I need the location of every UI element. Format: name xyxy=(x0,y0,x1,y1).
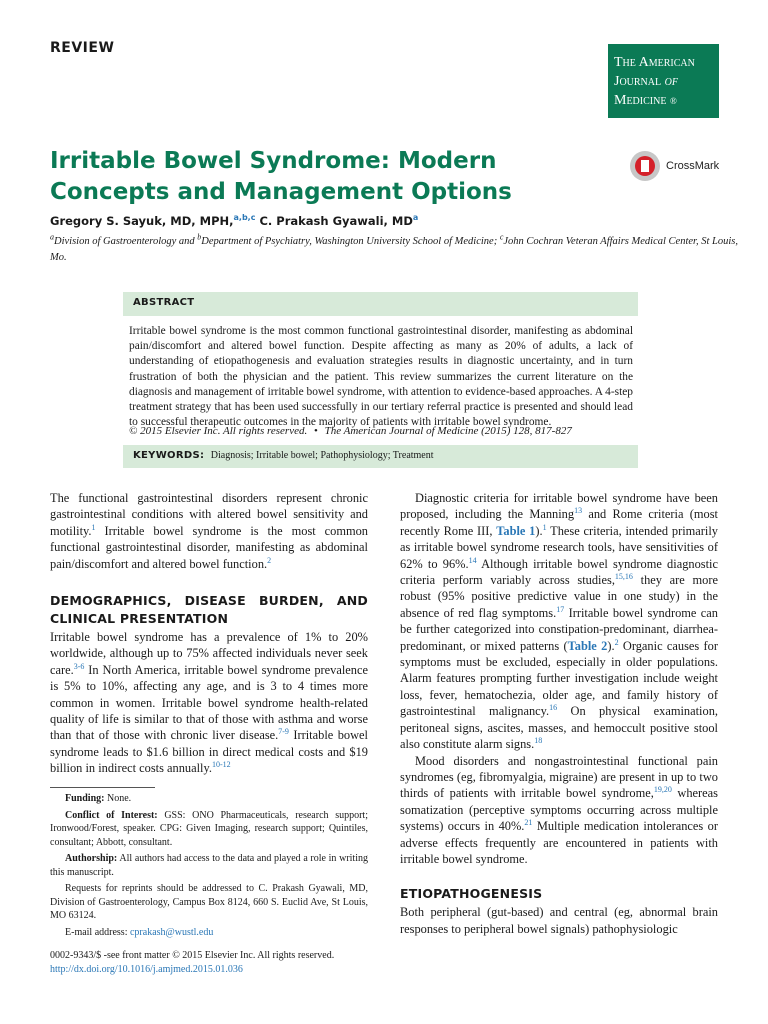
doi-link[interactable]: http://dx.doi.org/10.1016/j.amjmed.2015.01.036 xyxy=(50,964,243,975)
table-1-link[interactable]: Table 1 xyxy=(496,523,536,538)
citation-link[interactable]: 19,20 xyxy=(653,785,672,795)
text-run: Irritable bowel syndrome has a prevalence of 1% to 20% worldwide, although up to 75% affected individuals never seek care. xyxy=(50,630,368,677)
citation-link[interactable]: 13 xyxy=(574,506,583,516)
citation-link[interactable]: 14 xyxy=(468,555,477,565)
text-run: Diagnostic criteria for irritable bowel syndrome have been proposed, including the Manning xyxy=(400,491,718,522)
journal-logo-line2 xyxy=(614,72,713,91)
journal-citation: The American Journal of Medicine (2015) 128, 817-827 xyxy=(324,425,572,437)
affil-marker: c xyxy=(499,232,504,242)
text-run: Irritable bowel syndrome leads to $1.6 billion in direct medical costs and $19 billion in indirect costs annually. xyxy=(50,728,368,776)
article-footer xyxy=(50,949,334,977)
registered-mark: ® xyxy=(669,96,677,106)
text-run: whereas somatization (perceptive symptoms occurring across multiple systems) occurs in 40%. xyxy=(400,786,718,834)
text-run: and Rome criteria (most recently Rome III, xyxy=(400,507,718,538)
citation-link[interactable]: 1 xyxy=(542,522,547,532)
text-run: Multiple medication intolerances or adverse effects frequently are encountered in patients with irritable bowel syndrome. xyxy=(400,819,718,866)
citation-link[interactable]: 17 xyxy=(556,604,565,614)
text-run: Irritable bowel syndrome is the most common functional gastrointestinal disorder, manifesting as abdominal pain/discomfort and altered bowel function. xyxy=(50,523,368,571)
affil-text: Division of Gastroenterology and xyxy=(54,236,198,247)
note-label: E-mail address: xyxy=(65,926,130,938)
author-name: C. Prakash Gyawali, MD xyxy=(259,214,413,228)
authors xyxy=(50,214,418,228)
journal-logo-word: Medicine xyxy=(614,93,667,108)
author-affil-ref[interactable]: a,b,c xyxy=(233,213,256,223)
citation-link[interactable]: 2 xyxy=(614,637,619,647)
intro-paragraph xyxy=(50,490,368,572)
mood-paragraph xyxy=(400,753,718,868)
journal-logo-line1: The American xyxy=(614,55,695,70)
citation-link[interactable]: 16 xyxy=(549,703,558,713)
keywords-bar xyxy=(123,445,638,468)
section-label: REVIEW xyxy=(50,40,115,56)
text-run: The functional gastrointestinal disorders represent chronic gastrointestinal conditions with altered bowel sensitivity and motility. xyxy=(50,491,368,538)
text-run: Mood disorders and nongastrointestinal functional pain syndromes (eg, fibromyalgia, migraine) are present in up to two thirds of patients with irritable bowel syndrome, xyxy=(400,753,718,801)
demographics-paragraph xyxy=(50,629,368,777)
left-column xyxy=(50,490,368,777)
text-run: On physical examination, peritoneal signs, ascites, masses, and hemoccult positive stool also constitute alarm signs. xyxy=(400,704,718,752)
keywords-label: KEYWORDS: xyxy=(133,450,205,461)
citation-link[interactable]: 7-9 xyxy=(278,727,289,737)
note-text: GSS: ONO Pharmaceuticals, research support; Ironwood/Forest, speaker. CPG: Given Imaging, research support; Quintiles, consultant; Abbott, consultant. xyxy=(50,809,368,848)
affil-marker: a xyxy=(50,232,54,242)
citation-link[interactable]: 10-12 xyxy=(211,760,231,770)
bullet-separator: • xyxy=(313,425,318,437)
affil-text: John Cochran Veteran Affairs Medical Center, St Louis, Mo. xyxy=(50,236,738,263)
text-run: ). xyxy=(535,523,543,538)
abstract-body: Irritable bowel syndrome is the most common functional gastrointestinal disorder, manifesting as abdominal pain/discomfort and altered bowel function. Despite affecting as many as 20% of adults, a lack of understanding of etiopathogenesis and evaluation strategies results in diagnostic uncertainty, and in turn frustration of both the physician and the patient. This review summarizes the current literature on the diagnosis and management of irritable bowel syndrome, with attention to evidence-based approaches. A 4-step treatment strategy that has been used successfully in our tertiary referral practice is presented and should lead to successful therapeutic outcomes in the majority of patients with irritable bowel syndrome. xyxy=(129,325,633,429)
journal-logo-of: of xyxy=(664,74,678,89)
note-text: All authors had access to the data and played a role in writing this manuscript. xyxy=(50,853,368,878)
citation-link[interactable]: 18 xyxy=(534,735,543,745)
text-run: Although irritable bowel syndrome diagnostic criteria perform variably across studies, xyxy=(400,556,718,588)
journal-logo-word: Journal xyxy=(614,74,662,89)
citation-link[interactable]: 1 xyxy=(91,522,96,532)
footnotes xyxy=(50,792,368,942)
note-label: Funding: xyxy=(65,793,105,804)
funding-note xyxy=(50,792,368,806)
note-label: Conflict of Interest: xyxy=(65,809,158,821)
text-run: In North America, irritable bowel syndrome prevalence is 5% to 10%, affecting any age, and is 3 to 4 times more common in women. Irritable bowel syndrome health-related quality of life is similar to that of those with asthma and worse than that of those with chronic liver disease. xyxy=(50,662,368,743)
text-run: they are more robust (95% positive predictive value in one study) in the absence of red flag symptoms. xyxy=(400,573,718,620)
citation-link[interactable]: 2 xyxy=(267,555,272,565)
affiliations xyxy=(50,234,740,266)
note-text: None. xyxy=(104,793,132,804)
journal-logo-line3 xyxy=(614,91,713,111)
crossmark-badge[interactable] xyxy=(630,151,725,183)
citation-link[interactable]: 3-6 xyxy=(73,661,85,671)
affil-text: Department of Psychiatry, Washington University School of Medicine; xyxy=(201,236,500,247)
footnote-divider xyxy=(50,787,155,788)
right-column xyxy=(400,490,718,937)
authorship-note xyxy=(50,852,368,879)
email-link[interactable]: cprakash@wustl.edu xyxy=(129,926,214,938)
journal-logo xyxy=(608,44,719,118)
copyright-text: © 2015 Elsevier Inc. All rights reserved. xyxy=(129,425,308,437)
section-heading-demographics: DEMOGRAPHICS, DISEASE BURDEN, AND CLINICAL PRESENTATION xyxy=(50,593,368,627)
abstract-copyright xyxy=(129,425,633,437)
conflict-note xyxy=(50,809,368,850)
crossmark-label: CrossMark xyxy=(666,160,720,172)
diagnosis-paragraph xyxy=(400,490,718,753)
text-run: Irritable bowel syndrome can be further categorized into constipation-predominant, diarrhea-predominant, or mixed patterns ( xyxy=(400,605,718,653)
text-run: Organic causes for symptoms must be excluded, especially in older populations. Alarm features prompting further investigation include weight loss, fever, hematochezia, older age, and family history of gastrointestinal malignancy. xyxy=(400,638,718,719)
bookmark-icon xyxy=(641,160,649,172)
author-name: Gregory S. Sayuk, MD, MPH, xyxy=(50,214,234,228)
note-label: Authorship: xyxy=(65,853,118,864)
table-2-link[interactable]: Table 2 xyxy=(567,638,608,653)
reprint-note: Requests for reprints should be addressed to C. Prakash Gyawali, MD, Division of Gastroenterology, Campus Box 8124, 660 S. Euclid Ave, St Louis, MO 63124. xyxy=(50,883,368,921)
email-note xyxy=(50,926,368,940)
section-heading-etiopathogenesis: ETIOPATHOGENESIS xyxy=(400,886,543,902)
citation-link[interactable]: 21 xyxy=(524,818,533,827)
text-run: ). xyxy=(607,638,615,653)
issn-line: 0002-9343/$ -see front matter © 2015 Elsevier Inc. All rights reserved. xyxy=(50,950,335,961)
citation-link[interactable]: 15,16 xyxy=(614,571,633,581)
text-run: These criteria, intended primarily as irritable bowel syndrome research tools, have sensitivities of 62% to 96%. xyxy=(400,523,718,571)
etiopathogenesis-paragraph: Both peripheral (gut-based) and central (eg, abnormal brain responses to peripheral bowel signals) pathophysiologic xyxy=(400,905,718,936)
author-affil-ref[interactable]: a xyxy=(412,213,419,223)
article-title: Irritable Bowel Syndrome: Modern Concepts and Management Options xyxy=(50,148,512,205)
abstract-heading: ABSTRACT xyxy=(123,292,638,316)
keywords-list: Diagnosis; Irritable bowel; Pathophysiology; Treatment xyxy=(210,450,434,461)
affil-marker: b xyxy=(197,232,202,242)
